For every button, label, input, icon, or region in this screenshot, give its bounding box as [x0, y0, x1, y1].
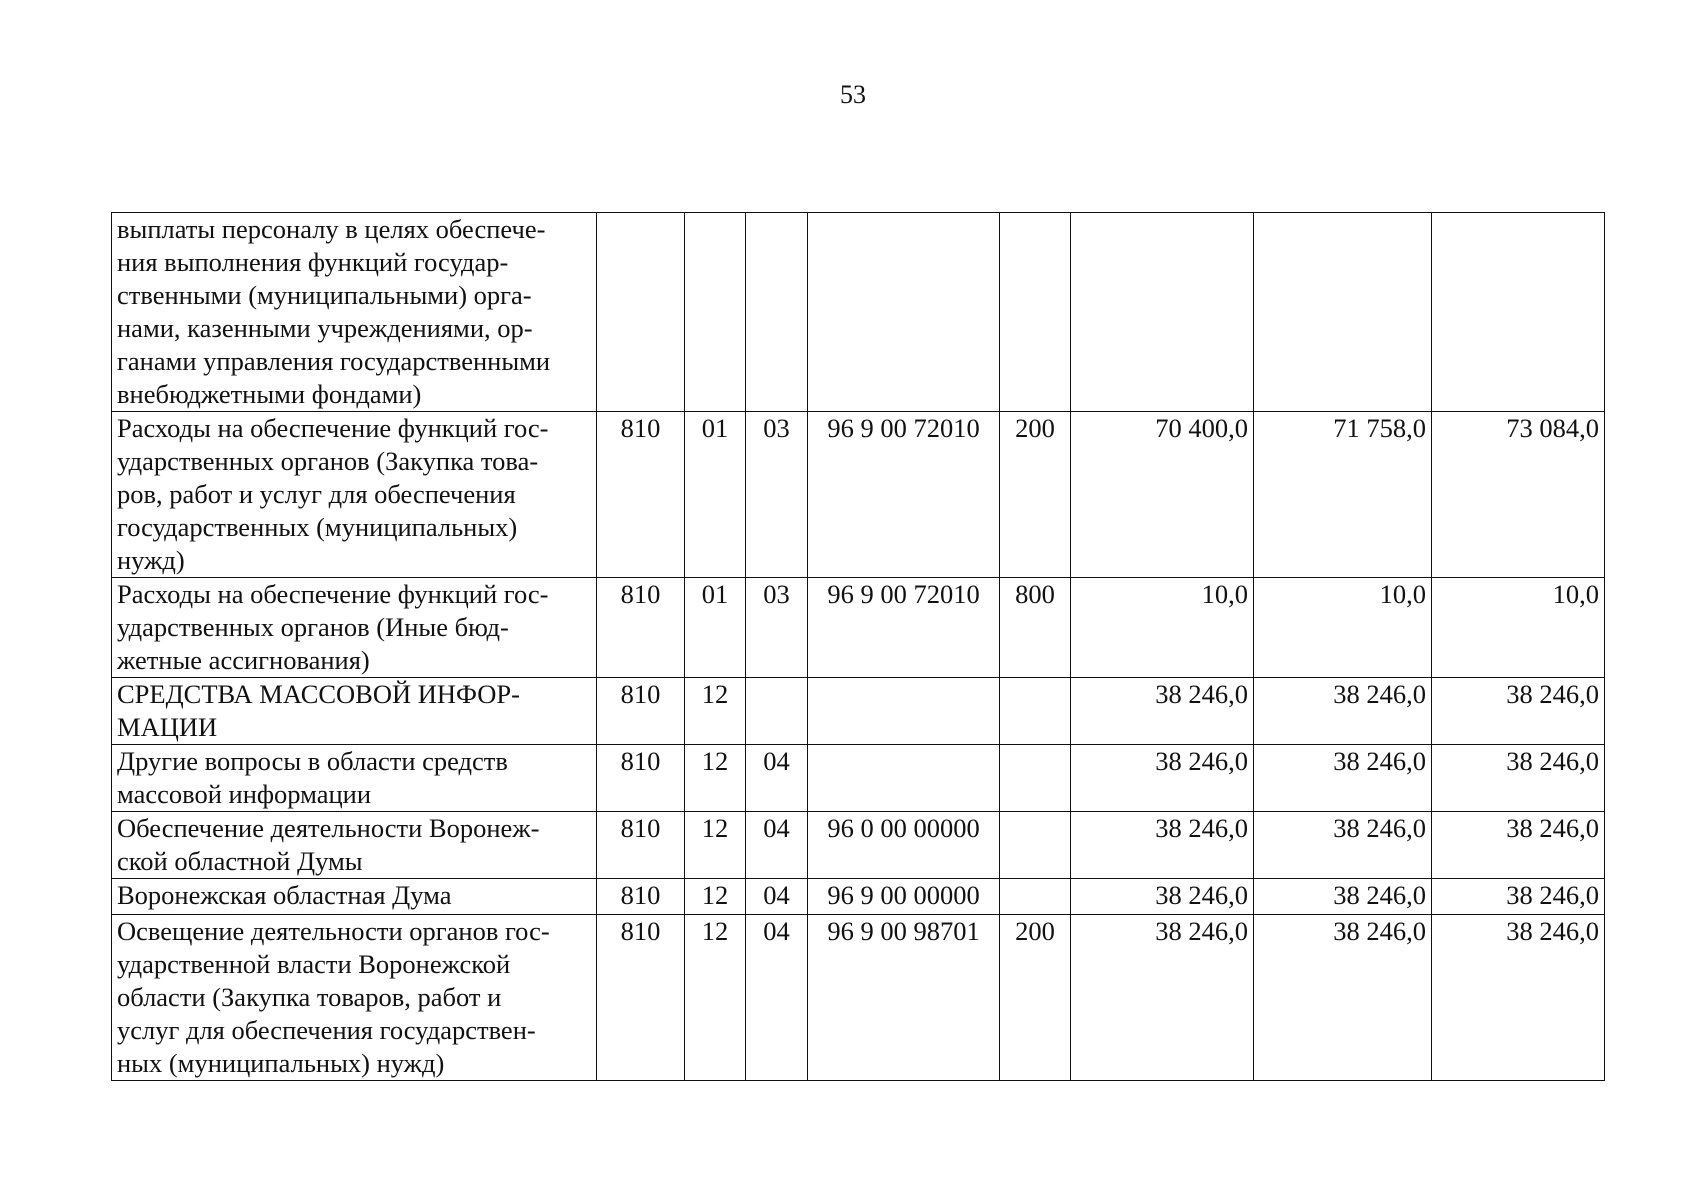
row-vr-text: 200: [1015, 413, 1055, 443]
row-ved-text: 810: [620, 813, 661, 843]
table-row: [112, 812, 1605, 879]
row-amount-year2: [1254, 745, 1432, 812]
row-pr-text: 04: [763, 746, 790, 776]
row-ved-text: 810: [620, 579, 661, 609]
row-name: [112, 578, 597, 678]
row-name: [112, 879, 597, 915]
row-name: [112, 915, 597, 1081]
row-amount-year3: [1432, 678, 1605, 745]
row-pr: [746, 412, 808, 578]
row-amount-year3: [1432, 213, 1605, 412]
row-amount-year2-text: 38 246,0: [1333, 746, 1426, 776]
row-name: [112, 745, 597, 812]
row-amount-year2-text: 38 246,0: [1333, 916, 1426, 946]
row-pr: [746, 745, 808, 812]
row-amount-year1-text: 10,0: [1201, 579, 1248, 609]
table-row: [112, 578, 1605, 678]
row-name-text: Расходы на обеспечение функций гос- ударственных органов (Иные бюд- жетные ассигнования): [117, 579, 549, 675]
row-csr: [808, 412, 1000, 578]
row-csr: [808, 745, 1000, 812]
row-rz: [685, 412, 746, 578]
row-pr-text: 04: [763, 813, 790, 843]
row-rz-text: 12: [701, 813, 729, 843]
row-amount-year1-text: 38 246,0: [1155, 746, 1248, 776]
row-rz: [685, 213, 746, 412]
row-csr-text: 96 9 00 00000: [827, 880, 980, 910]
row-amount-year1-text: 38 246,0: [1155, 916, 1248, 946]
row-vr-text: 200: [1015, 916, 1055, 946]
row-name-text: Воронежская областная Дума: [117, 880, 452, 910]
row-csr-text: 96 0 00 00000: [827, 813, 980, 843]
row-rz: [685, 745, 746, 812]
row-rz: [685, 915, 746, 1081]
row-name: [112, 678, 597, 745]
row-ved-text: 810: [620, 679, 661, 709]
row-vr-text: 800: [1015, 579, 1055, 609]
row-amount-year2-text: 38 246,0: [1333, 880, 1426, 910]
row-csr: [808, 812, 1000, 879]
row-rz-text: 01: [701, 579, 729, 609]
table-row: [112, 915, 1605, 1081]
row-vr: [1000, 812, 1071, 879]
row-ved: [597, 678, 685, 745]
row-amount-year1: [1071, 578, 1254, 678]
row-ved: [597, 915, 685, 1081]
row-csr-text: 96 9 00 98701: [827, 916, 980, 946]
row-csr-text: 96 9 00 72010: [827, 579, 980, 609]
budget-table: [111, 212, 1605, 1081]
table-row: [112, 879, 1605, 915]
row-amount-year3: [1432, 879, 1605, 915]
row-vr: [1000, 879, 1071, 915]
row-amount-year2: [1254, 915, 1432, 1081]
row-amount-year1-text: 38 246,0: [1155, 880, 1248, 910]
row-amount-year1-text: 70 400,0: [1155, 413, 1248, 443]
row-rz: [685, 678, 746, 745]
row-amount-year1: [1071, 745, 1254, 812]
row-amount-year2: [1254, 213, 1432, 412]
row-amount-year3-text: 38 246,0: [1506, 746, 1599, 776]
row-rz-text: 12: [701, 679, 729, 709]
row-ved-text: 810: [620, 916, 661, 946]
row-amount-year1: [1071, 213, 1254, 412]
row-pr-text: 03: [763, 579, 790, 609]
row-amount-year3-text: 38 246,0: [1506, 880, 1599, 910]
row-amount-year3: [1432, 745, 1605, 812]
row-amount-year2-text: 38 246,0: [1333, 813, 1426, 843]
row-amount-year3-text: 10,0: [1552, 579, 1599, 609]
row-rz-text: 12: [701, 880, 729, 910]
row-name-text: Освещение деятельности органов гос- ударственной власти Воронежской области (Закупка товаров, работ и услуг для обеспечения государствен- ных (муниципальных) нужд): [117, 916, 550, 1078]
row-amount-year2: [1254, 412, 1432, 578]
row-csr: [808, 678, 1000, 745]
row-name-text: СРЕДСТВА МАССОВОЙ ИНФОР- МАЦИИ: [117, 679, 520, 742]
row-pr: [746, 812, 808, 879]
row-rz-text: 12: [701, 916, 729, 946]
row-rz: [685, 879, 746, 915]
row-amount-year2: [1254, 812, 1432, 879]
row-pr: [746, 879, 808, 915]
row-csr: [808, 879, 1000, 915]
row-csr: [808, 213, 1000, 412]
row-csr: [808, 578, 1000, 678]
row-ved-text: 810: [620, 413, 661, 443]
row-amount-year3: [1432, 412, 1605, 578]
row-vr: [1000, 412, 1071, 578]
row-amount-year2: [1254, 879, 1432, 915]
row-amount-year3-text: 38 246,0: [1506, 679, 1599, 709]
row-ved: [597, 879, 685, 915]
row-amount-year1: [1071, 678, 1254, 745]
row-amount-year1: [1071, 879, 1254, 915]
row-amount-year3: [1432, 578, 1605, 678]
row-amount-year3: [1432, 812, 1605, 879]
row-amount-year3-text: 73 084,0: [1506, 413, 1599, 443]
row-amount-year3-text: 38 246,0: [1506, 916, 1599, 946]
row-name: [112, 412, 597, 578]
row-ved: [597, 812, 685, 879]
row-name: [112, 213, 597, 412]
row-ved: [597, 745, 685, 812]
table-row: [112, 745, 1605, 812]
row-pr: [746, 578, 808, 678]
row-rz-text: 12: [701, 746, 729, 776]
row-vr: [1000, 745, 1071, 812]
row-ved-text: 810: [620, 880, 661, 910]
row-ved-text: 810: [620, 746, 661, 776]
row-pr-text: 04: [763, 916, 790, 946]
row-rz: [685, 812, 746, 879]
row-pr: [746, 915, 808, 1081]
row-vr: [1000, 578, 1071, 678]
row-vr: [1000, 678, 1071, 745]
row-pr: [746, 213, 808, 412]
row-amount-year1-text: 38 246,0: [1155, 679, 1248, 709]
row-amount-year2-text: 10,0: [1379, 579, 1426, 609]
row-rz: [685, 578, 746, 678]
table-row: [112, 213, 1605, 412]
row-csr-text: 96 9 00 72010: [827, 413, 980, 443]
row-ved: [597, 578, 685, 678]
row-name-text: Расходы на обеспечение функций гос- ударственных органов (Закупка това- ров, работ и услуг для обеспечения государственных (муниципальных) нужд): [117, 413, 549, 575]
row-amount-year3-text: 38 246,0: [1506, 813, 1599, 843]
row-amount-year2-text: 38 246,0: [1333, 679, 1426, 709]
row-csr: [808, 915, 1000, 1081]
row-name-text: Обеспечение деятельности Воронеж- ской областной Думы: [117, 813, 540, 876]
row-ved: [597, 412, 685, 578]
row-pr: [746, 678, 808, 745]
row-pr-text: 03: [763, 413, 790, 443]
row-amount-year1: [1071, 812, 1254, 879]
table-row: [112, 412, 1605, 578]
page-number: 53: [840, 80, 866, 109]
row-amount-year1: [1071, 915, 1254, 1081]
row-amount-year2-text: 71 758,0: [1333, 413, 1426, 443]
row-amount-year2: [1254, 578, 1432, 678]
row-name: [112, 812, 597, 879]
row-vr: [1000, 213, 1071, 412]
row-name-text: выплаты персоналу в целях обеспече- ния выполнения функций государ- ственными (муниципальными) орга- нами, казенными учреждениями, ор- ганами управления государственными внебюджетными фондами): [117, 214, 551, 409]
row-amount-year1: [1071, 412, 1254, 578]
row-ved: [597, 213, 685, 412]
row-amount-year2: [1254, 678, 1432, 745]
row-vr: [1000, 915, 1071, 1081]
table-row: [112, 678, 1605, 745]
row-pr-text: 04: [763, 880, 790, 910]
row-rz-text: 01: [701, 413, 729, 443]
row-name-text: Другие вопросы в области средств массовой информации: [117, 746, 508, 809]
row-amount-year3: [1432, 915, 1605, 1081]
row-amount-year1-text: 38 246,0: [1155, 813, 1248, 843]
